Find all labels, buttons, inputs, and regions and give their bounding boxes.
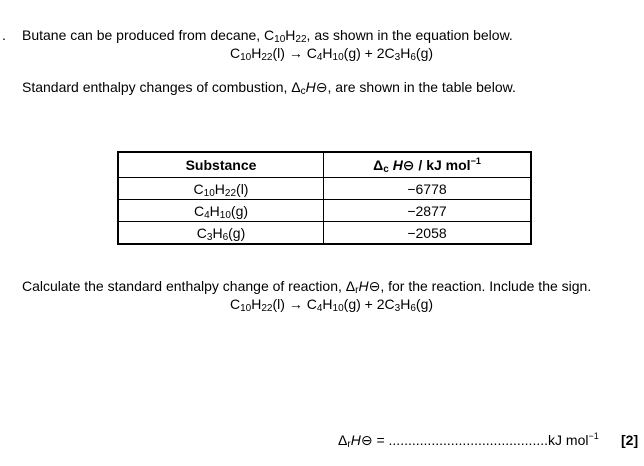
- combustion-table: [117, 151, 532, 245]
- answer-line[interactable]: $\Delta_rH⊖ = .........................................kJ$ mol$^{-1}$: [338, 431, 599, 450]
- table-header-row: [118, 152, 531, 178]
- enthalpy-cell: −2877: [324, 200, 532, 222]
- marks-badge: [2]: [621, 432, 639, 448]
- substance-cell: $C_4H_{10}(g)$: [118, 200, 324, 222]
- reaction-equation-2: $C_{10}H_{22}(l) \to C_4H_{10}(g) + 2C_3H_6(g)$: [230, 296, 434, 314]
- answer-blank: .........................................: [388, 432, 549, 448]
- question-marker: .: [2, 27, 6, 43]
- substance-cell: $C_3H_6(g)$: [118, 222, 324, 245]
- reaction-equation-1: $C_{10}H_{22}(l) \to C_4H_{10}(g) + 2C_3H_6(g)$: [230, 45, 434, 63]
- table-row: [118, 178, 531, 200]
- header-substance: Substance: [118, 152, 324, 178]
- arrow-icon: →: [288, 296, 303, 312]
- enthalpy-intro-text: Standard enthalpy changes of combustion, $\Delta_cH⊖$, are shown in the table below.: [22, 79, 516, 97]
- enthalpy-cell: −2058: [324, 222, 532, 245]
- header-enthalpy: $\Delta_c$ H⊖ / kJ mol$^{-1}$: [324, 152, 532, 178]
- enthalpy-cell: −6778: [324, 178, 532, 200]
- task-text: Calculate the standard enthalpy change of reaction, $\Delta_rH⊖$, for the reaction. Include the sign.: [22, 278, 592, 296]
- table-row: [118, 222, 531, 245]
- intro-text: Butane can be produced from decane, $C_{10}H_{22}$, as shown in the equation below.: [22, 27, 513, 45]
- arrow-icon: →: [288, 45, 303, 61]
- substance-cell: $C_{10}H_{22}(l)$: [118, 178, 324, 200]
- table-row: [118, 200, 531, 222]
